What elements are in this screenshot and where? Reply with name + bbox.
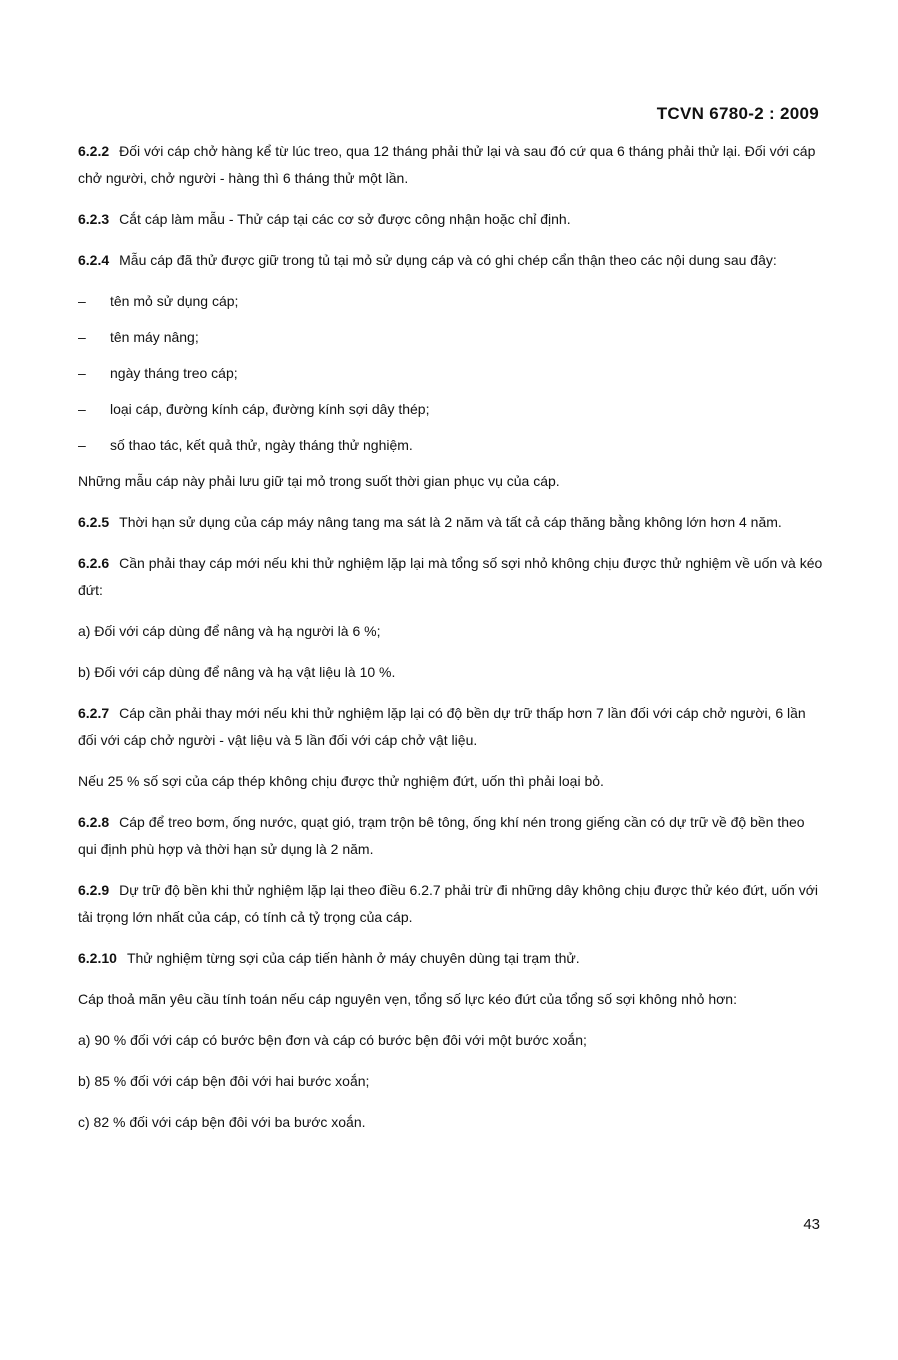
clause-6-2-8 (78, 809, 824, 863)
dash-bullet: – (78, 437, 86, 453)
page-content (78, 138, 824, 1150)
clause-6-2-2 (78, 138, 824, 192)
clause-number: 6.2.8 (78, 814, 110, 830)
list-6-2-4 (78, 288, 824, 459)
clause-text: Cáp để treo bơm, ống nước, quạt gió, trạm trộn bê tông, ống khí nén trong giếng cần có dự trữ về độ bền theo qui định phù hợp và thời hạn sử dụng là 2 năm. (78, 814, 805, 857)
paragraph-6-2-4-after: Những mẫu cáp này phải lưu giữ tại mỏ trong suốt thời gian phục vụ của cáp. (78, 473, 560, 489)
dash-bullet: – (78, 293, 86, 309)
paragraph-6-2-10-after: Cáp thoả mãn yêu cầu tính toán nếu cáp nguyên vẹn, tổng số lực kéo đứt của tổng số sợi không nhỏ hơn: (78, 991, 737, 1007)
list-item (78, 432, 824, 459)
dash-bullet: – (78, 365, 86, 381)
clause-6-2-9 (78, 877, 824, 931)
item-6-2-6-a: a) Đối với cáp dùng để nâng và hạ người là 6 %; (78, 623, 381, 639)
list-item (78, 324, 824, 351)
clause-number: 6.2.10 (78, 950, 117, 966)
list-item-text: tên máy nâng; (110, 329, 199, 345)
standard-code-header: TCVN 6780-2 : 2009 (656, 104, 819, 123)
clause-number: 6.2.4 (78, 252, 110, 268)
list-item-text: loại cáp, đường kính cáp, đường kính sợi dây thép; (110, 401, 430, 417)
clause-6-2-10 (78, 945, 824, 972)
paragraph-6-2-7-after: Nếu 25 % số sợi của cáp thép không chịu được thử nghiệm đứt, uốn thì phải loại bỏ. (78, 773, 604, 789)
clause-number: 6.2.6 (78, 555, 110, 571)
list-item (78, 360, 824, 387)
clause-text: Cần phải thay cáp mới nếu khi thử nghiệm lặp lại mà tổng số sợi nhỏ không chịu được thử nghiệm về uốn và kéo đứt: (78, 555, 823, 598)
clause-text: Đối với cáp chở hàng kể từ lúc treo, qua 12 tháng phải thử lại và sau đó cứ qua 6 tháng phải thử lại. Đối với cáp chở người, chở người - hàng thì 6 tháng thử một lần. (78, 143, 816, 186)
dash-bullet: – (78, 329, 86, 345)
list-item-text: tên mỏ sử dụng cáp; (110, 293, 239, 309)
clause-text: Thử nghiệm từng sợi của cáp tiến hành ở máy chuyên dùng tại trạm thử. (126, 950, 580, 966)
clause-number: 6.2.7 (78, 705, 110, 721)
item-6-2-10-a: a) 90 % đối với cáp có bước bện đơn và cáp có bước bện đôi với một bước xoắn; (78, 1032, 587, 1048)
clause-text: Dự trữ độ bền khi thử nghiệm lặp lại theo điều 6.2.7 phải trừ đi những dây không chịu được thử kéo đứt, uốn với tải trọng lớn nhất của cáp, có tính cả tỷ trọng của cáp. (78, 882, 818, 925)
clause-6-2-4 (78, 247, 824, 274)
clause-6-2-3 (78, 206, 824, 233)
dash-bullet: – (78, 401, 86, 417)
item-6-2-10-b: b) 85 % đối với cáp bện đôi với hai bước xoắn; (78, 1073, 370, 1089)
clause-text: Thời hạn sử dụng của cáp máy nâng tang ma sát là 2 năm và tất cả cáp thăng bằng không lớn hơn 4 năm. (119, 514, 782, 530)
clause-6-2-7 (78, 700, 824, 754)
page-number: 43 (803, 1216, 820, 1233)
clause-number: 6.2.5 (78, 514, 110, 530)
list-item-text: số thao tác, kết quả thử, ngày tháng thử nghiệm. (110, 437, 413, 453)
item-6-2-10-c: c) 82 % đối với cáp bện đôi với ba bước xoắn. (78, 1114, 366, 1130)
clause-number: 6.2.3 (78, 211, 110, 227)
clause-6-2-5 (78, 509, 824, 536)
list-item-text: ngày tháng treo cáp; (110, 365, 238, 381)
clause-text: Cắt cáp làm mẫu - Thử cáp tại các cơ sở được công nhận hoặc chỉ định. (119, 211, 571, 227)
clause-number: 6.2.9 (78, 882, 110, 898)
clause-number: 6.2.2 (78, 143, 110, 159)
item-6-2-6-b: b) Đối với cáp dùng để nâng và hạ vật liệu là 10 %. (78, 664, 396, 680)
list-item (78, 396, 824, 423)
clause-text: Cáp cần phải thay mới nếu khi thử nghiệm lặp lại có độ bền dự trữ thấp hơn 7 lần đối với cáp chở người, 6 lần đối với cáp chở người - vật liệu và 5 lần đối với cáp chở vật liệu. (78, 705, 806, 748)
clause-text: Mẫu cáp đã thử được giữ trong tủ tại mỏ sử dụng cáp và có ghi chép cẩn thận theo các nội dung sau đây: (119, 252, 777, 268)
list-item (78, 288, 824, 315)
clause-6-2-6 (78, 550, 824, 604)
